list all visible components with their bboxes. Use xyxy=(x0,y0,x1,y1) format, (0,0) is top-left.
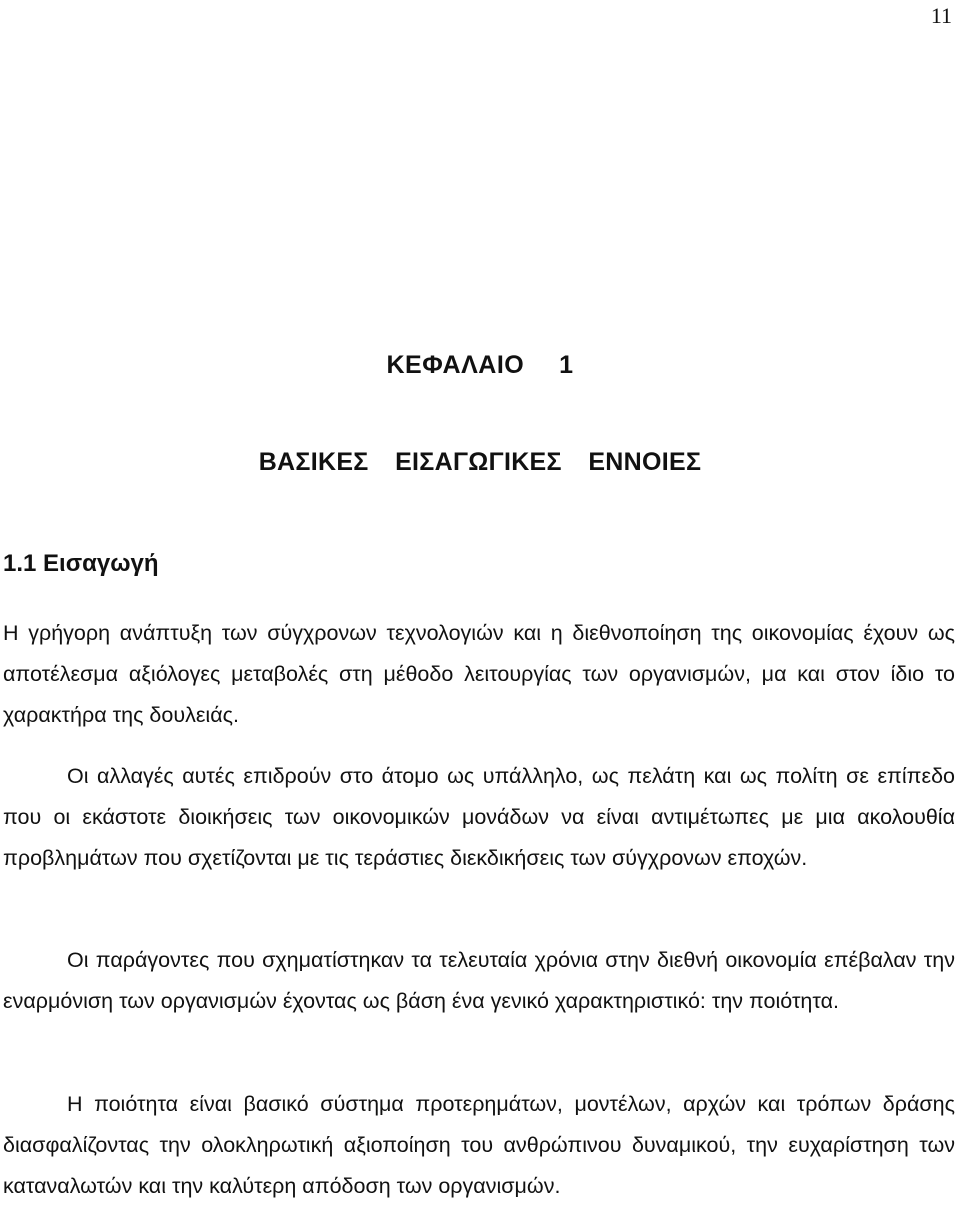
page-number: 11 xyxy=(930,3,952,28)
paragraph-1: Η γρήγορη ανάπτυξη των σύγχρονων τεχνολογιών και η διεθνοποίηση της οικονομίας έχουν ως αποτέλεσμα αξιόλογες μεταβολές στη μέθοδο λειτουργίας των οργανισμών, μα και στον ίδιο το χαρακτήρα της δουλειάς. xyxy=(3,621,955,727)
paragraph-2: Οι αλλαγές αυτές επιδρούν στο άτομο ως υπάλληλο, ως πελάτη και ως πολίτη σε επίπεδο που οι εκάστοτε διοικήσεις των οικονομικών μονάδων να είναι αντιμέτωπες με μια ακολουθία προβλημάτων που σχετίζονται με τις τεράστιες διεκδικήσεις των σύγχρονων εποχών. xyxy=(3,764,955,870)
paragraph-4: Η ποιότητα είναι βασικό σύστημα προτερημάτων, μοντέλων, αρχών και τρόπων δράσης διασφαλίζοντας την ολοκληρωτική αξιοποίηση του ανθρώπινου δυναμικού, την ευχαρίστηση των καταναλωτών και την καλύτερη απόδοση των οργανισμών. xyxy=(3,1092,955,1198)
paragraph-3: Οι παράγοντες που σχηματίστηκαν τα τελευταία χρόνια στην διεθνή οικονομία επέβαλαν την εναρμόνιση των οργανισμών έχοντας ως βάση ένα γενικό χαρακτηριστικό: την ποιότητα. xyxy=(3,948,955,1013)
section-heading: 1.1 Εισαγωγή xyxy=(3,550,159,577)
chapter-subtitle: ΒΑΣΙΚΕΣ ΕΙΣΑΓΩΓΙΚΕΣ ΕΝΝΟΙΕΣ xyxy=(258,448,702,476)
chapter-title: ΚΕΦΑΛΑΙΟ 1 xyxy=(386,351,574,379)
